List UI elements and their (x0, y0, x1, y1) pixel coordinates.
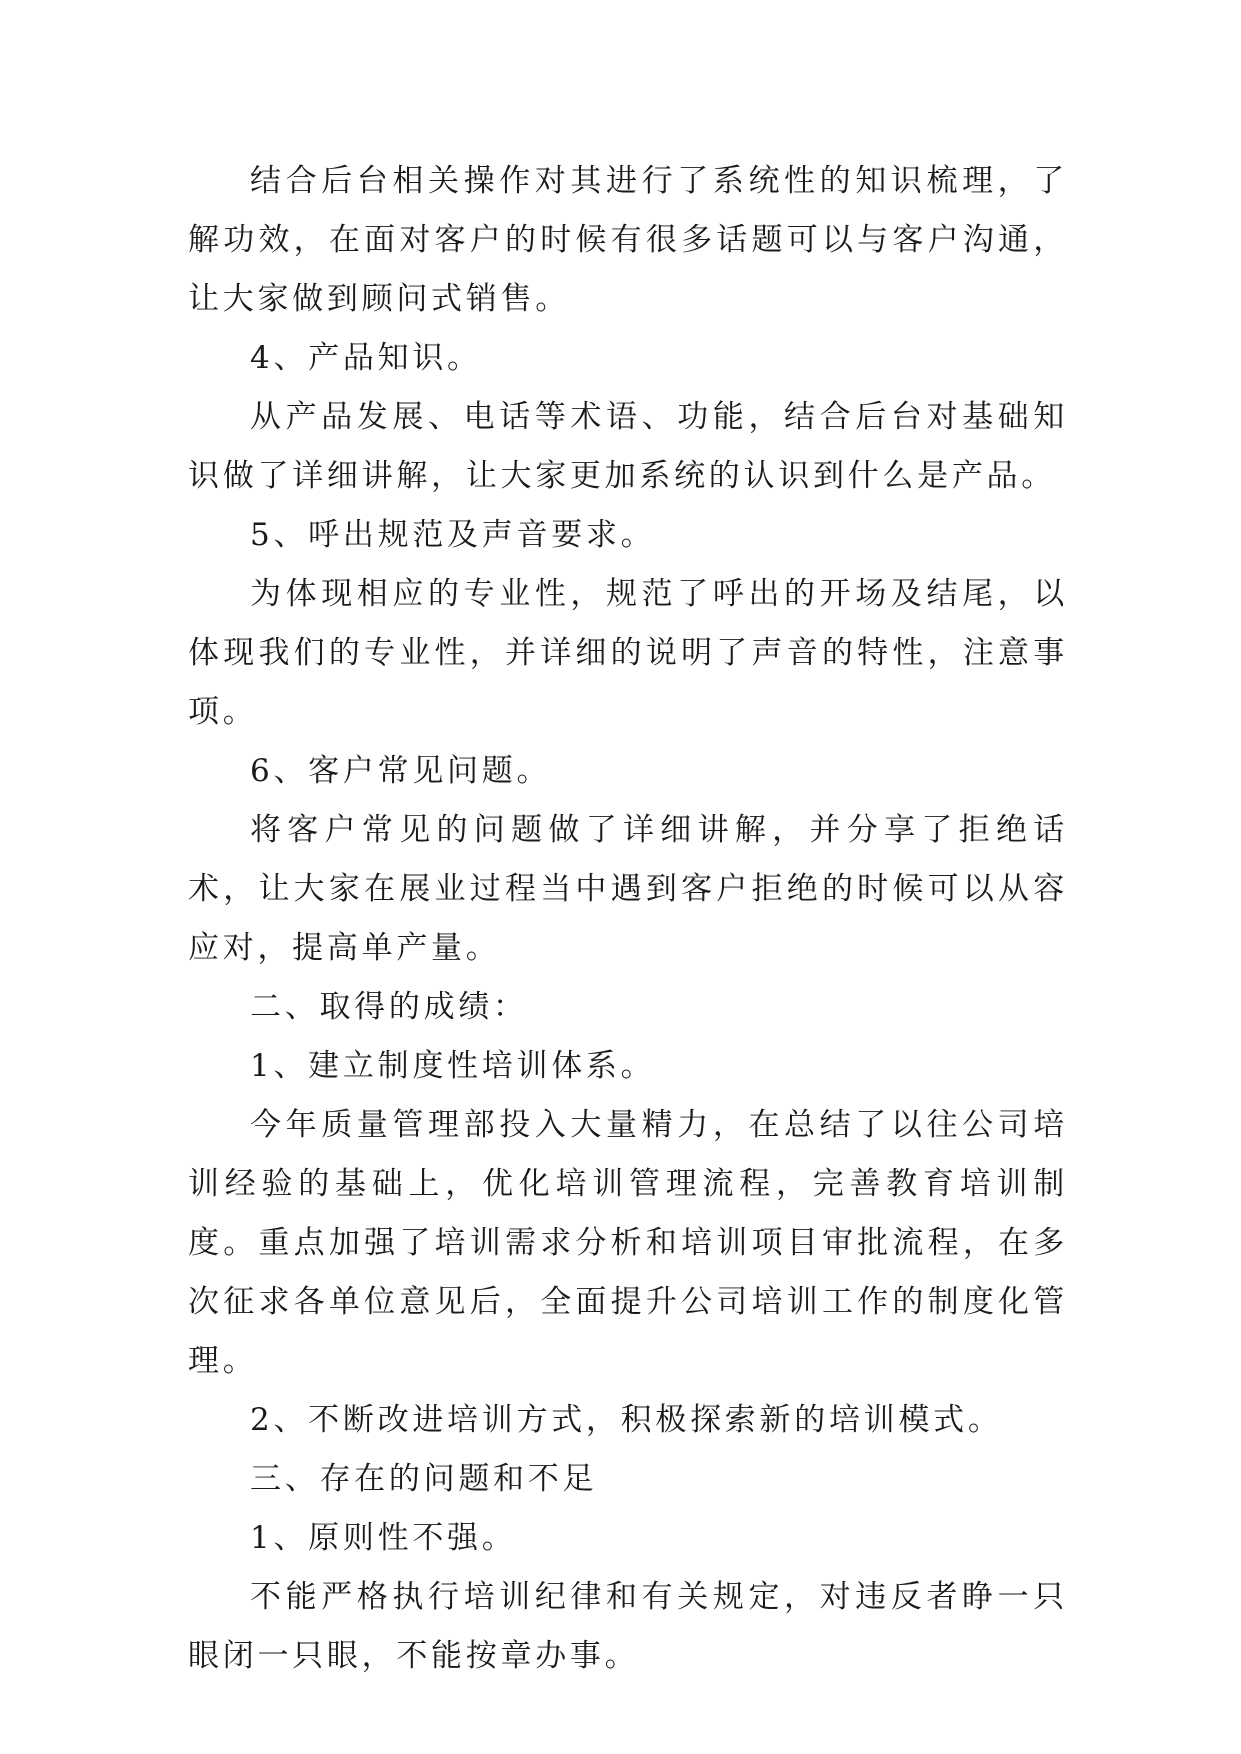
heading-principles: 1、原则性不强。 (250, 1520, 517, 1556)
heading-customer-questions: 6、客户常见问题。 (250, 753, 552, 789)
paragraph-customer-questions: 将客户常见的问题做了详细讲解，并分享了拒绝话术，让大家在展业过程当中遇到客户拒绝的时候可以从容应对，提高单产量。 (188, 812, 1068, 966)
heading-product-knowledge: 4、产品知识。 (250, 340, 482, 376)
heading-call-standards: 5、呼出规范及声音要求。 (250, 517, 656, 553)
paragraph-product-knowledge: 从产品发展、电话等术语、功能，结合后台对基础知识做了详细讲解，让大家更加系统的认识到什么是产品。 (188, 399, 1068, 494)
heading-training-system: 1、建立制度性培训体系。 (250, 1048, 656, 1084)
paragraph-intro-functions: 结合后台相关操作对其进行了系统性的知识梳理，了解功效，在面对客户的时候有很多话题可以与客户沟通，让大家做到顾问式销售。 (188, 163, 1068, 317)
heading-problems: 三、存在的问题和不足 (250, 1461, 598, 1497)
paragraph-call-standards: 为体现相应的专业性，规范了呼出的开场及结尾，以体现我们的专业性，并详细的说明了声音的特性，注意事项。 (188, 576, 1068, 730)
paragraph-principles: 不能严格执行培训纪律和有关规定，对违反者睁一只眼闭一只眼，不能按章办事。 (188, 1579, 1068, 1674)
heading-training-methods: 2、不断改进培训方式，积极探索新的培训模式。 (250, 1402, 1003, 1438)
paragraph-training-system: 今年质量管理部投入大量精力，在总结了以往公司培训经验的基础上，优化培训管理流程，完善教育培训制度。重点加强了培训需求分析和培训项目审批流程，在多次征求各单位意见后，全面提升公司培训工作的制度化管理。 (188, 1107, 1068, 1379)
document-body (188, 152, 1068, 1686)
heading-achievements: 二、取得的成绩： (250, 989, 528, 1025)
